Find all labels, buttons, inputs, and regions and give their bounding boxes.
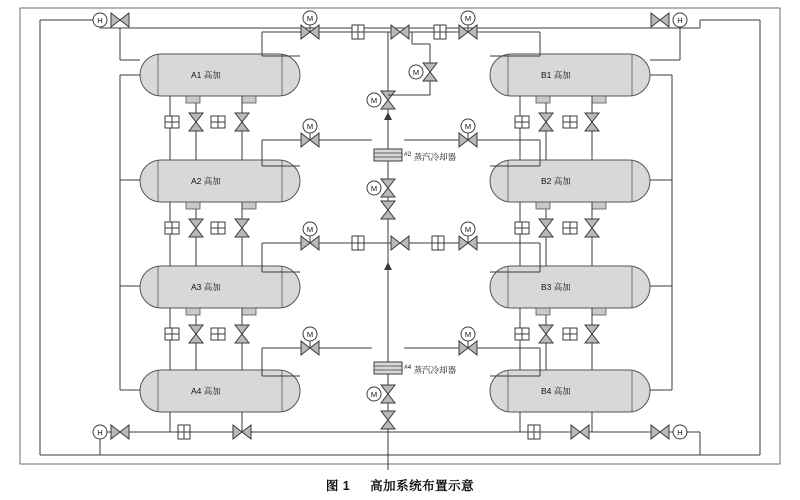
valve-b1-gate-r[interactable] bbox=[563, 116, 577, 128]
vessel-label-b4: B4 高加 bbox=[541, 386, 571, 396]
vessel-label-a3: A3 高加 bbox=[191, 282, 221, 292]
valve-a4-drain-l[interactable] bbox=[178, 425, 190, 439]
valve-b4-drain-r[interactable] bbox=[571, 425, 589, 439]
cooler-text-sc2: 蒸汽冷却器 bbox=[413, 152, 457, 162]
valve-sc2-outlet[interactable] bbox=[381, 179, 395, 197]
svg-text:M: M bbox=[306, 122, 314, 131]
vessel-label-b1: B1 高加 bbox=[541, 70, 571, 80]
cooler-text-sc4: 蒸汽冷却器 bbox=[413, 365, 457, 375]
cooler-prefix-sc2: # bbox=[404, 151, 408, 159]
valve-sc4-lower[interactable] bbox=[381, 411, 395, 429]
figure-border bbox=[20, 8, 780, 464]
valve-a2-gate-r[interactable] bbox=[211, 222, 225, 234]
valve-b3-drain-r[interactable] bbox=[585, 325, 599, 343]
vessel-label-a1: A1 高加 bbox=[191, 70, 221, 80]
valve-b2-drain-l[interactable] bbox=[539, 219, 553, 237]
valve-b1-drain-l[interactable] bbox=[539, 113, 553, 131]
valve-l3-center[interactable] bbox=[391, 236, 409, 250]
svg-text:H: H bbox=[677, 428, 683, 437]
valve-a3-drain-l[interactable] bbox=[189, 325, 203, 343]
svg-text:M: M bbox=[464, 14, 472, 23]
svg-text:H: H bbox=[677, 16, 683, 25]
svg-text:M: M bbox=[306, 225, 314, 234]
vessel-label-b2: B2 高加 bbox=[541, 176, 571, 186]
valve-center-top-v[interactable] bbox=[423, 63, 437, 81]
cooler-label-sc4 bbox=[404, 364, 456, 376]
valve-sc2-lower[interactable] bbox=[381, 201, 395, 219]
valve-b2-gate-m[interactable] bbox=[515, 222, 529, 234]
valve-a3-drain-r[interactable] bbox=[235, 325, 249, 343]
vessel-label-a4: A4 高加 bbox=[191, 386, 221, 396]
svg-text:M: M bbox=[370, 184, 378, 193]
vessel-label-a2: A2 高加 bbox=[191, 176, 221, 186]
svg-text:M: M bbox=[464, 330, 472, 339]
svg-text:M: M bbox=[464, 225, 472, 234]
svg-text:H: H bbox=[97, 428, 103, 437]
valve-gate-l3-left[interactable] bbox=[352, 236, 364, 250]
valve-gate-top-l[interactable] bbox=[352, 25, 364, 39]
valve-b3-drain-l[interactable] bbox=[539, 325, 553, 343]
valve-a1-gate-m[interactable] bbox=[165, 116, 179, 128]
svg-text:M: M bbox=[412, 68, 420, 77]
valve-a2-drain-l[interactable] bbox=[189, 219, 203, 237]
valve-top-center-l[interactable] bbox=[391, 25, 409, 39]
valve-b1-gate-m[interactable] bbox=[515, 116, 529, 128]
vessel-label-b3: B3 高加 bbox=[541, 282, 571, 292]
valve-a1-drain-r[interactable] bbox=[235, 113, 249, 131]
valve-center-trunk-v[interactable] bbox=[381, 91, 395, 109]
valve-b2-gate-r[interactable] bbox=[563, 222, 577, 234]
cooler-number-sc2: 2 bbox=[407, 151, 412, 159]
svg-text:M: M bbox=[370, 96, 378, 105]
cooler-sc2 bbox=[374, 149, 402, 161]
svg-text:M: M bbox=[370, 390, 378, 399]
valve-b1-drain-r[interactable] bbox=[585, 113, 599, 131]
valve-a3-gate-r[interactable] bbox=[211, 328, 225, 340]
valve-b3-gate-r[interactable] bbox=[563, 328, 577, 340]
svg-text:M: M bbox=[306, 330, 314, 339]
valve-b2-drain-r[interactable] bbox=[585, 219, 599, 237]
valve-b4-drain-l[interactable] bbox=[528, 425, 540, 439]
cooler-sc4 bbox=[374, 362, 402, 374]
valve-a1-drain-l[interactable] bbox=[189, 113, 203, 131]
valve-a1-gate-r[interactable] bbox=[211, 116, 225, 128]
valve-gate-l3-right[interactable] bbox=[432, 236, 444, 250]
cooler-label-sc2 bbox=[404, 151, 456, 163]
svg-text:M: M bbox=[464, 122, 472, 131]
flow-arrow-up bbox=[384, 262, 392, 270]
caption-number: 图 1 bbox=[325, 479, 351, 493]
valve-sc4-outlet[interactable] bbox=[381, 385, 395, 403]
svg-text:M: M bbox=[306, 14, 314, 23]
caption-title: 高加系统布置示意 bbox=[370, 479, 475, 493]
svg-text:H: H bbox=[97, 16, 103, 25]
valve-b3-gate-m[interactable] bbox=[515, 328, 529, 340]
valve-gate-top-r[interactable] bbox=[434, 25, 446, 39]
figure-caption bbox=[0, 476, 800, 494]
cooler-prefix-sc4: # bbox=[404, 364, 408, 372]
cooler-number-sc4: 4 bbox=[407, 364, 412, 372]
valve-a2-gate-m[interactable] bbox=[165, 222, 179, 234]
valve-a3-gate-m[interactable] bbox=[165, 328, 179, 340]
valve-hand-bottom-left[interactable] bbox=[111, 425, 129, 439]
valve-hand-top-left[interactable] bbox=[111, 13, 129, 27]
flow-arrow-up-2 bbox=[384, 112, 392, 120]
valve-a2-drain-r[interactable] bbox=[235, 219, 249, 237]
valve-hand-bottom-right[interactable] bbox=[651, 425, 669, 439]
valve-hand-top-right[interactable] bbox=[651, 13, 669, 27]
